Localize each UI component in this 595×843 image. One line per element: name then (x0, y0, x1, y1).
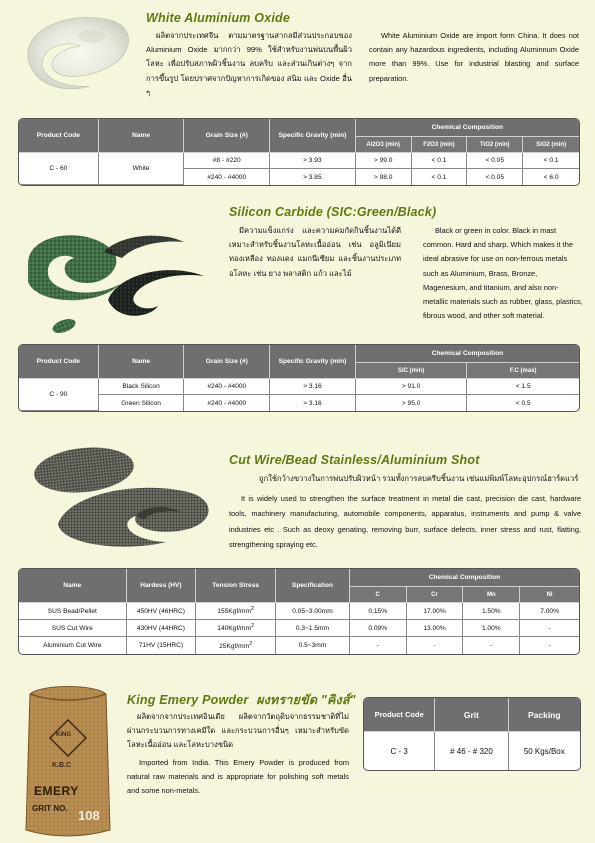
table-cell-tension (196, 603, 276, 620)
bag-text-emery: EMERY (34, 784, 79, 798)
table-cell: 71HV (15HRC) (127, 637, 197, 654)
header-ni: Ni (520, 587, 579, 603)
silicon-carbide-table (18, 344, 580, 412)
king-emery-title (127, 690, 356, 710)
table-cell: SUS Bead/Pellet (19, 603, 127, 620)
silicon-carbide-thai-text: มีความแข็งแกร่ง และความคมกัดกินชิ้นงานได้ดี เหมาะสำหรับชิ้นงานโลหะเนื้ออ่อน เช่น อลูมิเนียม ทองเหลือง ทองแดง แมกนีเซียม และชิ้นงานประเภทอโลหะ เช่น ยาง พลาสติก แก้ว และไม้ (229, 226, 401, 278)
table-cell: - (548, 642, 551, 649)
name-cell: White (99, 153, 185, 185)
table-cell: < 0.05 (467, 169, 523, 185)
header-al2o3: Al2O3 (min) (356, 137, 412, 153)
table-cell: 450HV (46HRC) (127, 603, 197, 620)
white-aluminium-oxide-image (18, 6, 136, 94)
header-tio2: TiO2 (min) (467, 137, 523, 153)
bag-text-kbc: K.B.C (52, 762, 72, 769)
table-cell: - (350, 637, 407, 654)
cut-wire-shot-image (18, 432, 224, 550)
table-cell: 0.09% (350, 620, 407, 637)
table-cell: > 99.0 (356, 153, 412, 169)
table-cell: > 3.16 (270, 379, 356, 395)
table-cell: < 1.5 (467, 379, 579, 395)
cut-wire-title: Cut Wire/Bead Stainless/Aluminium Shot (229, 453, 480, 467)
table-cell: < 0.1 (412, 153, 468, 169)
table-cell: < 0.5 (515, 399, 531, 407)
tension-value: 25Kgf/mm (219, 643, 250, 651)
header-grit: Grit (435, 698, 508, 732)
header-f2o3: F2O3 (min) (412, 137, 468, 153)
header-name: Name (99, 119, 185, 153)
table-cell: > 91.0 (356, 379, 468, 395)
cut-wire-thai-text: ถูกใช้กว้างขวางในการพ่นปรับผิวหน้า รวมทั้งการลบครีบชิ้นงาน เช่นแม่พิมพ์โลหะอุปกรณ์ฮาร์ดแวร์ (259, 474, 579, 483)
king-emery-title-th: ผงทรายขัด "คิงส์" (256, 693, 356, 707)
table-cell: - (520, 620, 579, 637)
table-cell: < 0.1 (412, 169, 468, 185)
table-cell: Green Silicon (99, 395, 185, 411)
emery-sack-image (22, 680, 114, 838)
table-cell: > 3.16 (270, 395, 356, 411)
table-cell: 17.00% (407, 603, 464, 620)
tension-value: 155Kgf/mm (217, 608, 251, 616)
table-cell: 1.00% (463, 620, 520, 637)
header-product-code: Product Code (19, 119, 99, 153)
table-cell-tension (196, 620, 276, 637)
table-cell: 0.05~3.00mm (276, 603, 350, 620)
product-code-cell: C - 90 (19, 379, 99, 411)
table-cell: > 98.0 (356, 169, 412, 185)
header-fc: F.C (max) (467, 363, 579, 379)
table-cell: Aluminium Cut Wire (19, 637, 127, 654)
header-hardness: Hardess (HV) (127, 569, 197, 603)
table-cell: C - 3 (364, 732, 435, 770)
header-product-code: Product Code (364, 698, 435, 732)
tension-value: 140Kgf/mm (217, 625, 251, 633)
king-emery-title-en: King Emery Powder (127, 693, 249, 707)
superscript: 2 (251, 623, 255, 630)
table-cell: 0.5~3mm (276, 637, 350, 654)
table-cell-tension (196, 637, 276, 654)
cut-wire-table (18, 568, 580, 655)
header-chemical-composition: Chemical Composition (356, 119, 579, 137)
table-cell: #240 - #4000 (184, 395, 270, 411)
product-code-cell: C - 60 (19, 153, 99, 185)
header-tension-stress: Tension Stress (196, 569, 276, 603)
table-cell: # 46 - # 320 (435, 732, 508, 770)
header-mn: Mn (463, 587, 520, 603)
header-grain-size: Grain Size (#) (184, 345, 270, 379)
superscript: 2 (249, 640, 253, 647)
superscript: 2 (251, 606, 255, 613)
table-cell: > 3.85 (270, 169, 356, 185)
table-cell: < 6.0 (543, 173, 559, 181)
header-name: Name (99, 345, 185, 379)
table-cell: #8 - #220 (184, 153, 270, 169)
table-cell: - (463, 637, 520, 654)
king-emery-table (363, 697, 581, 771)
bag-text-number: 108 (78, 808, 100, 823)
cut-wire-english-text: It is widely used to strengthen the surface treatment in metal die cast, precision die cast, hardware tools, machinery manufacturing, automobile components, apparatus, instruments and pump & valve industries etc . Such as deoxy genating, removing burr, surface defects, inner stress and rust, flatting, strengthening spraying etc. (229, 494, 581, 550)
header-chemical-composition: Chemical Composition (350, 569, 579, 587)
header-sic: SiC (min) (356, 363, 468, 379)
table-cell: < 0.05 (467, 153, 523, 169)
header-c: C (350, 587, 407, 603)
silicon-carbide-image (8, 222, 212, 334)
white-aluminium-oxide-english-text: White Aluminium Oxide are import form China. It does not contain any hazardous ingredients, including Aluminnum Oxide more than 99%. Use for industrial blasting and surface preparation. (369, 31, 579, 83)
table-cell: #240 - #4000 (184, 169, 270, 185)
bag-text-king: KING (56, 732, 71, 738)
table-cell: > 95.0 (356, 395, 468, 411)
table-cell: 7.00% (520, 603, 579, 620)
header-sio2: SiO2 (min) (523, 137, 579, 153)
table-cell: SUS Cut Wire (19, 620, 127, 637)
table-cell: 1.50% (463, 603, 520, 620)
header-chemical-composition: Chemical Composition (356, 345, 579, 363)
king-emery-english-text: Imported from India. This Emery Powder is produced from natural raw materials and is appropriate for polishing soft metals and some non-metals. (127, 758, 349, 796)
header-specific-gravity: Specific Gravity (min) (270, 119, 356, 153)
table-cell: 430HV (44HRC) (127, 620, 197, 637)
table-cell: < 0.1 (523, 153, 579, 169)
header-specific-gravity: Specific Gravity (min) (270, 345, 356, 379)
table-cell: 0.15% (350, 603, 407, 620)
table-cell: Black Silicon (99, 379, 185, 395)
header-packing: Packing (509, 698, 580, 732)
white-aluminium-oxide-thai-text: ผลิตจากประเทศจีน ตามมาตรฐานสากลมีส่วนประกอบของ Aluminium Oxide มากกว่า 99% ใช้สำหรับงานพ่นบนพื้นผิวโลหะ เพื่อปรับสภาพผิวชิ้นงาน ลบคริบ และส่วนเกินต่างๆ จากการขึ้นรูป โดยปราศจากปัญหาการเกิดของ สนิม และ Oxide อื่น ๆ (146, 31, 352, 97)
silicon-carbide-english-text: Black or green in color. Black in mast common. Hard and sharp. Which makes it the ideal abrasive for use on non-ferrous metals such as Aluminium, Brass, Bronze, Magenesium, and titanium, and also non-metallic materials such as rubber, glass, plastics, fibrous wood, and other soft material. (423, 226, 583, 321)
header-specification: Specification (276, 569, 350, 603)
silicon-carbide-title: Silicon Carbide (SIC:Green/Black) (229, 205, 437, 219)
table-cell: 50 Kgs/Box (523, 746, 565, 756)
white-aluminium-oxide-title: White Aluminium Oxide (146, 11, 291, 25)
table-cell: 0.3~1.5mm (276, 620, 350, 637)
table-cell: - (407, 637, 464, 654)
header-grain-size: Grain Size (#) (184, 119, 270, 153)
table-cell: #240 - #4000 (184, 379, 270, 395)
header-name: Name (19, 569, 127, 603)
white-aluminium-oxide-table (18, 118, 580, 186)
table-cell: > 3.93 (270, 153, 356, 169)
bag-text-grit: GRIT NO. (32, 804, 68, 813)
header-product-code: Product Code (19, 345, 99, 379)
table-cell: 13.00% (407, 620, 464, 637)
header-cr: Cr (407, 587, 464, 603)
king-emery-thai-text: ผลิตจากจากประเทศอินเดีย ผลิตจากวัตถุดิบจากธรรมชาติที่ไม่ผ่านกระบวนการทางเคมีใด และกระบวนการอื่นๆ เหมาะสำหรับขัดโลหะเนื้ออ่อน และโลหะบางชนิด (127, 712, 349, 750)
